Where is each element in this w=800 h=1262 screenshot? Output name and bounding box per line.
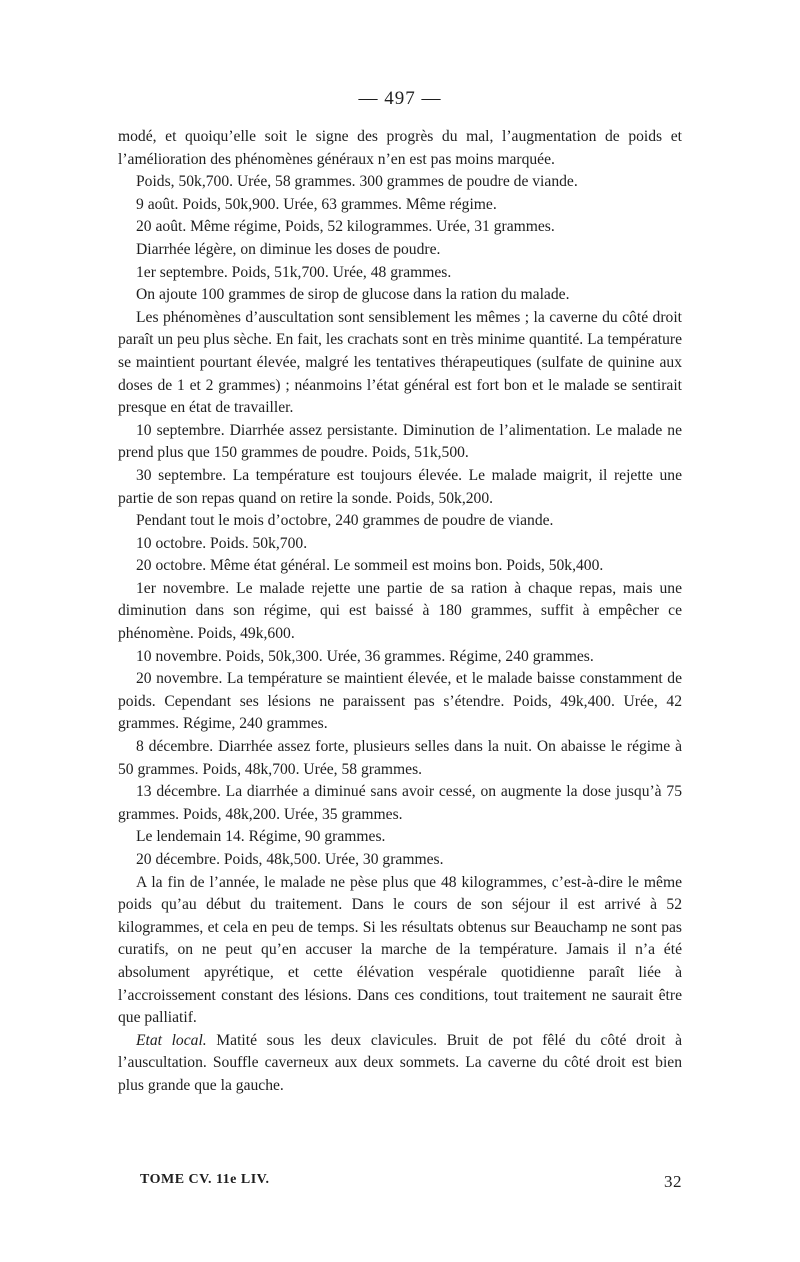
paragraph: [118, 849, 682, 872]
body-text: [118, 126, 682, 1098]
paragraph-text: 10 novembre. Poids, 50k,300. Urée, 36 grammes. Régime, 240 grammes.: [136, 647, 594, 665]
sheet-number: 32: [664, 1172, 682, 1191]
paragraph-text: 1er septembre. Poids, 51k,700. Urée, 48 grammes.: [136, 263, 452, 281]
paragraph-text: 10 octobre. Poids. 50k,700.: [136, 534, 308, 552]
paragraph: [118, 262, 682, 285]
paragraph: [118, 420, 682, 465]
paragraph-text: Poids, 50k,700. Urée, 58 grammes. 300 grammes de poudre de viande.: [136, 173, 578, 191]
paragraph-text: Diarrhée légère, on diminue les doses de poudre.: [136, 240, 441, 258]
paragraph: [118, 126, 682, 171]
paragraph: [118, 239, 682, 262]
paragraph-text: On ajoute 100 grammes de sirop de glucose dans la ration du malade.: [136, 286, 570, 304]
paragraph-text: modé, et quoiqu’elle soit le signe des progrès du mal, l’augmentation de poids et l’amélioration des phénomènes généraux n’en est pas moins marquée.: [118, 128, 682, 168]
page-footer: [140, 1172, 682, 1192]
paragraph: [118, 668, 682, 736]
paragraph-text: 20 octobre. Même état général. Le sommeil est moins bon. Poids, 50k,400.: [136, 557, 604, 575]
paragraph-text: 8 décembre. Diarrhée assez forte, plusieurs selles dans la nuit. On abaisse le régime à 50 grammes. Poids, 48k,700. Urée, 58 grammes.: [118, 738, 682, 778]
paragraph: [118, 194, 682, 217]
paragraph-text: 9 août. Poids, 50k,900. Urée, 63 grammes. Même régime.: [136, 195, 497, 213]
paragraph: [118, 646, 682, 669]
paragraph-text: 1er novembre. Le malade rejette une partie de sa ration à chaque repas, mais une diminution dans son régime, qui est baissé à 180 grammes, suffit à empêcher ce phénomène. Poids, 49k,600.: [118, 579, 682, 643]
paragraph-text: Pendant tout le mois d’octobre, 240 grammes de poudre de viande.: [136, 512, 554, 530]
paragraph: [118, 533, 682, 556]
paragraph-text: A la fin de l’année, le malade ne pèse plus que 48 kilogrammes, c’est-à-dire le même poids qu’au début du traitement. Dans le cours de son séjour il est arrivé à 52 kilogrammes, et cela en peu de temps. Si les résultats obtenus sur Beauchamp ne sont pas curatifs, on ne peut qu’en accuser la marche de la température. Jamais il n’a été absolument apyrétique, et cette élévation vespérale quotidienne paraît liée à l’accroissement constant des lésions. Dans ces conditions, tout traitement ne saurait être que palliatif.: [118, 873, 682, 1027]
paragraph-text: 20 août. Même régime, Poids, 52 kilogrammes. Urée, 31 grammes.: [136, 218, 555, 236]
paragraph: [118, 465, 682, 510]
paragraph: [118, 1030, 682, 1098]
paragraph: [118, 736, 682, 781]
paragraph-text: 20 novembre. La température se maintient élevée, et le malade baisse constamment de poids. Cependant ses lésions ne paraissent pas s’étendre. Poids, 49k,400. Urée, 42 grammes. Régime, 240 grammes.: [118, 670, 682, 733]
paragraph: [118, 826, 682, 849]
page-number: — 497 —: [358, 88, 442, 109]
paragraph-text: 30 septembre. La température est toujours élevée. Le malade maigrit, il rejette une partie de son repas quand on retire la sonde. Poids, 50k,200.: [118, 466, 682, 507]
paragraph: [118, 307, 682, 420]
section-heading: Etat local.: [136, 1031, 207, 1049]
paragraph: [118, 216, 682, 239]
paragraph-text: Matité sous les deux clavicules. Bruit de pot fêlé du côté droit à l’auscultation. Souffle caverneux aux deux sommets. La caverne du côté droit est bien plus grande que la gauche.: [118, 1031, 683, 1094]
paragraph-text: Les phénomènes d’auscultation sont sensiblement les mêmes ; la caverne du côté droit paraît un peu plus sèche. En fait, les crachats sont en très minime quantité. La température se maintient pourtant élevée, malgré les tentatives thérapeutiques (sulfate de quinine aux doses de 1 et 2 grammes) ; néanmoins l’état général est fort bon et le malade se sentirait presque en état de travailler.: [118, 308, 682, 417]
paragraph: [118, 872, 682, 1030]
paragraph-text: 10 septembre. Diarrhée assez persistante. Diminution de l’alimentation. Le malade ne prend plus que 150 grammes de poudre. Poids, 51k,500.: [118, 421, 682, 462]
paragraph: [118, 781, 682, 826]
paragraph-text: 13 décembre. La diarrhée a diminué sans avoir cessé, on augmente la dose jusqu’à 75 grammes. Poids, 48k,200. Urée, 35 grammes.: [118, 783, 682, 823]
paragraph-text: Le lendemain 14. Régime, 90 grammes.: [136, 828, 386, 846]
paragraph: [118, 171, 682, 194]
paragraph: [118, 284, 682, 307]
paragraph: [118, 555, 682, 578]
paragraph: [118, 578, 682, 646]
paragraph-text: 20 décembre. Poids, 48k,500. Urée, 30 grammes.: [136, 851, 444, 868]
volume-signature: TOME CV. 11e LIV.: [140, 1172, 270, 1187]
paragraph: [118, 510, 682, 533]
